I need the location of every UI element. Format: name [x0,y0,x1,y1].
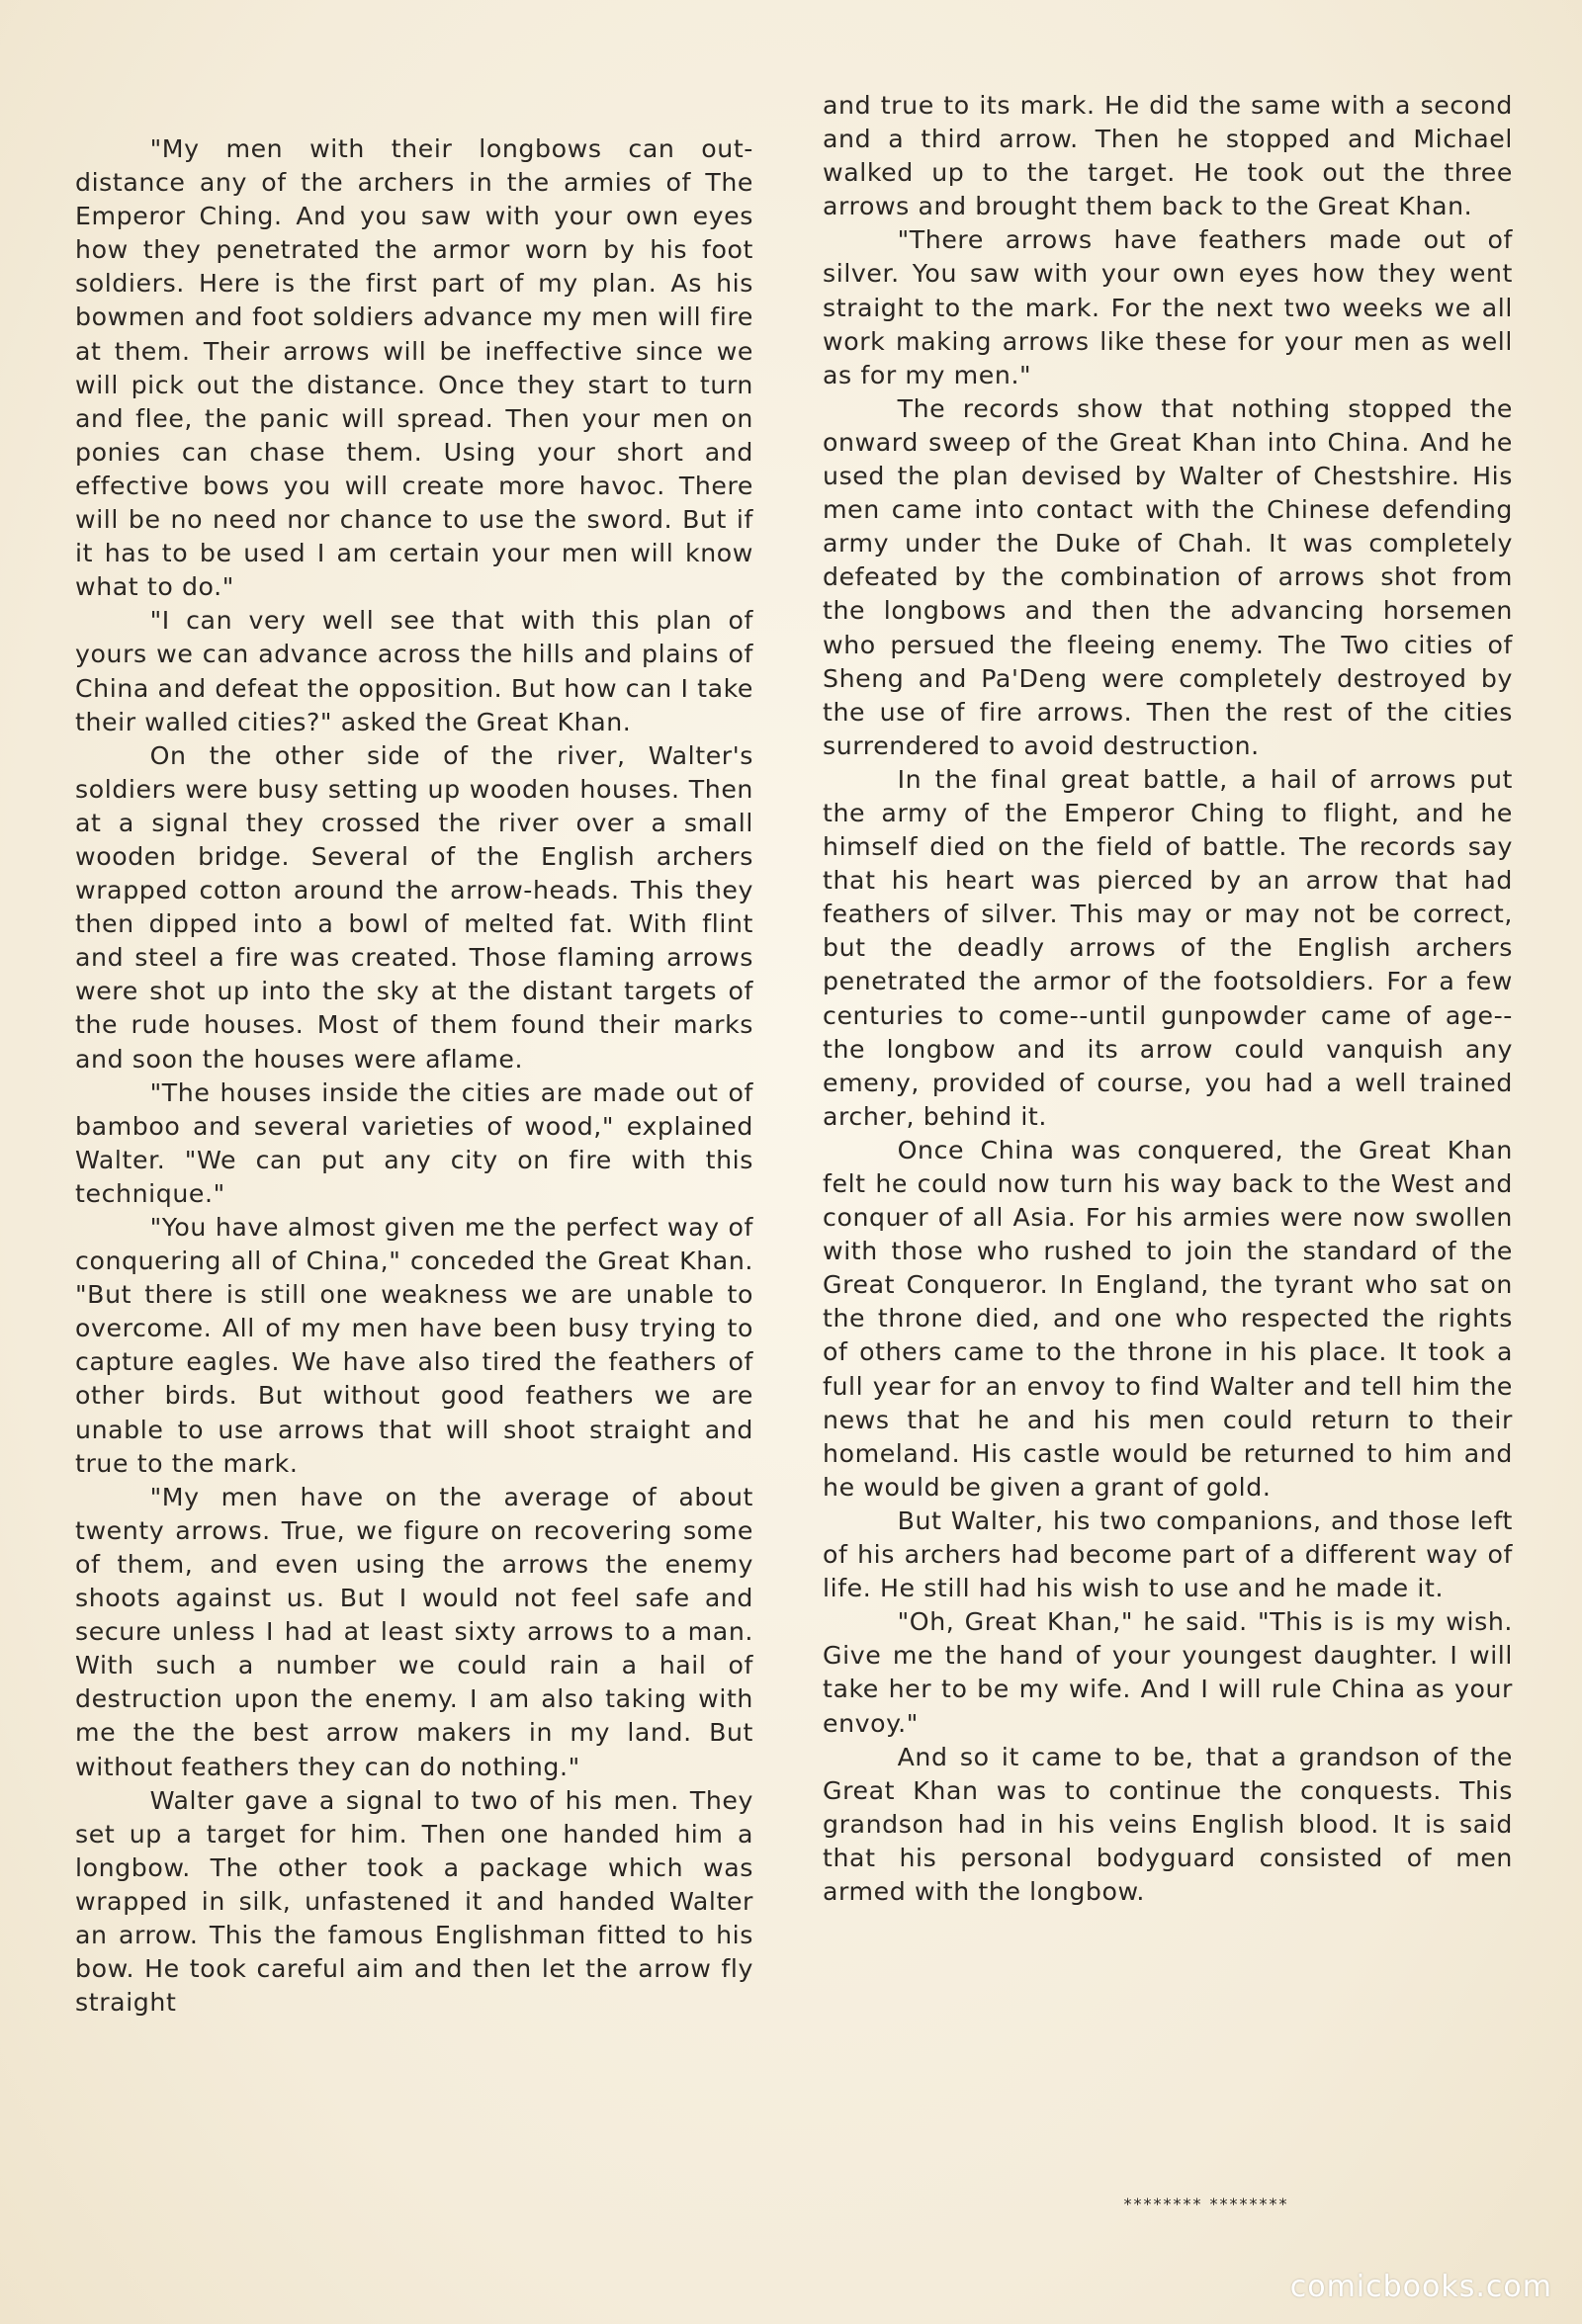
end-of-story-mark: ******** ******** [1123,2195,1289,2213]
paragraph: "I can very well see that with this plan of yours we can advance across the hills and plains of China and defeat the opposition. But how can I take their walled cities?" asked the Great Khan. [75,606,753,736]
watermark: comicbooks.com [1289,2270,1552,2304]
paragraph: and true to its mark. He did the same with a second and a third arrow. Then he stopped and Michael walked up to the target. He took out the three arrows and brought them back to the Great Khan. [823,91,1513,221]
paragraph: "My men have on the average of about twenty arrows. True, we figure on recovering some of them, and even using the arrows the enemy shoots against us. But I would not feel safe and secure unless I had at least sixty arrows to a man. With such a number we could rain a hail of destruction upon the enemy. I am also taking with me the the best arrow makers in my land. But without feathers they can do nothing." [75,1482,753,1781]
paragraph: Once China was conquered, the Great Khan felt he could now turn his way back to the West and conquer of all Asia. For his armies were now swollen with those who rushed to join the standard of the Great Conqueror. In England, the tyrant who sat on the throne died, and one who respected the rights of others came to the throne in his place. It took a full year for an envoy to find Walter and tell him the news that he and his men could return to their homeland. His castle would be returned to him and he would be given a grant of gold. [823,1135,1513,1502]
paragraph: But Walter, his two companions, and those left of his archers had become part of a different way of life. He still had his wish to use and he made it. [823,1506,1513,1603]
paragraph: The records show that nothing stopped the onward sweep of the Great Khan into China. And he used the plan devised by Walter of Chestshire. His men came into contact with the Chinese defending army under the Duke of Chah. It was completely defeated by the combination of arrows shot from the longbows and then the advancing horsemen who persued the fleeing enemy. The Two cities of Sheng and Pa'Deng were completely destroyed by the use of fire arrows. Then the rest of the cities surrendered to avoid destruction. [823,393,1513,760]
paragraph: "You have almost given me the perfect way of conquering all of China," conceded the Great Khan. "But there is still one weakness we are unable to overcome. All of my men have been busy trying to capture eagles. We have also tired the feathers of other birds. But without good feathers we are unable to use arrows that will shoot straight and true to the mark. [75,1213,753,1478]
paragraph: "The houses inside the cities are made out of bamboo and several varieties of wood," explained Walter. "We can put any city on fire with this technique." [75,1077,753,1208]
paragraph: And so it came to be, that a grandson of the Great Khan was to continue the conquests. This grandson had in his veins English blood. It is said that his personal bodyguard consisted of men armed with the longbow. [823,1742,1513,1906]
paragraph: "My men with their longbows can out-distance any of the archers in the armies of The Emperor Ching. And you saw with your own eyes how they penetrated the armor worn by his foot soldiers. Here is the first part of my plan. As his bowmen and foot soldiers advance my men will fire at them. Their arrows will be ineffective since we will pick out the distance. Once they start to turn and flee, the panic will spread. Then your men on ponies can chase them. Using your short and effective bows you will create more havoc. There will be no need nor chance to use the sword. But if it has to be used I am certain your men will know what to do." [75,134,753,602]
paragraph: Walter gave a signal to two of his men. They set up a target for him. Then one handed him a longbow. The other took a package which was wrapped in silk, unfastened it and handed Walter an arrow. This the famous Englishman fitted to his bow. He took careful aim and then let the arrow fly straight [75,1785,753,2018]
right-text-column [823,89,1513,1909]
paragraph: On the other side of the river, Walter's soldiers were busy setting up wooden houses. Then at a signal they crossed the river over a small wooden bridge. Several of the English archers wrapped cotton around the arrow-heads. This they then dipped into a bowl of melted fat. With flint and steel a fire was created. Those flaming arrows were shot up into the sky at the distant targets of the rude houses. Most of them found their marks and soon the houses were aflame. [75,740,753,1074]
left-text-column [75,132,753,2020]
paragraph: "Oh, Great Khan," he said. "This is is my wish. Give me the hand of your youngest daughter. I will take her to be my wife. And I will rule China as your envoy." [823,1607,1513,1738]
paragraph: In the final great battle, a hail of arrows put the army of the Emperor Ching to flight, and he himself died on the field of battle. The records say that his heart was pierced by an arrow that had feathers of silver. This may or may not be correct, but the deadly arrows of the English archers penetrated the armor of the footsoldiers. For a few centuries to come--until gunpowder came of age--the longbow and its arrow could vanquish any emeny, provided of course, you had a well trained archer, behind it. [823,764,1513,1131]
paragraph: "There arrows have feathers made out of silver. You saw with your own eyes how they went straight to the mark. For the next two weeks we all work making arrows like these for your men as well as for my men." [823,225,1513,389]
